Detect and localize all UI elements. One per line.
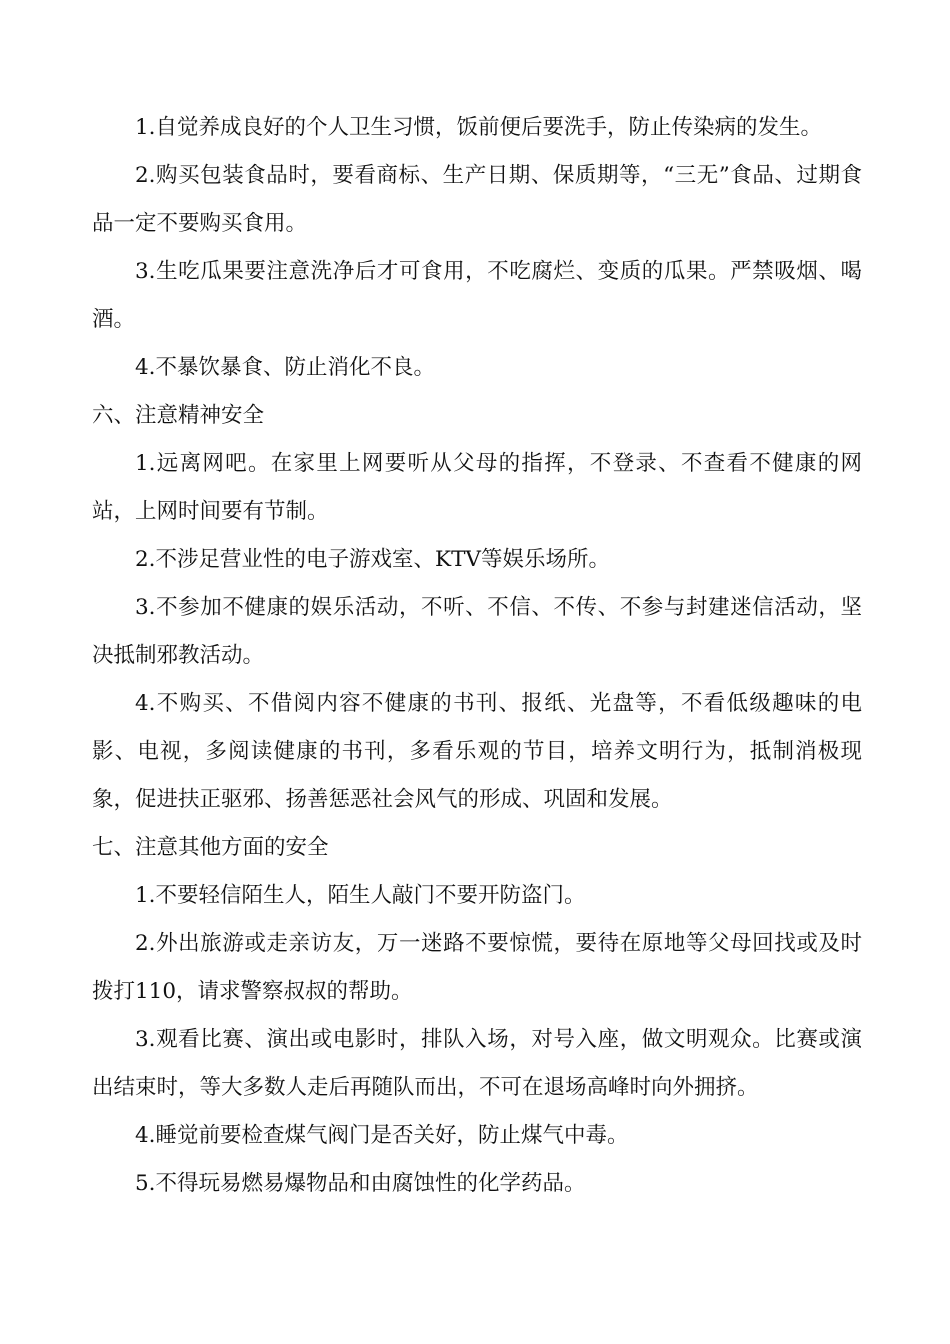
paragraph-strangers: 1.不要轻信陌生人，陌生人敲门不要开防盗门。: [135, 883, 586, 908]
paragraph-unhealthy-media: 4.不购买、不借阅内容不健康的书刊、报纸、光盘等，不看低级趣味的电影、电视，多阅读健康的书刊，多看乐观的节目，培养文明行为，抵制消极现象，促进扶正驱邪、扬善惩恶社会风气的形成、巩固和发展。: [92, 691, 862, 812]
paragraph-packaged-food: 2.购买包装食品时，要看商标、生产日期、保质期等，“三无”食品、过期食品一定不要购买食用。: [92, 163, 862, 236]
section-heading-mental-safety: 六、注意精神安全: [92, 403, 265, 428]
section-heading-other-safety: 七、注意其他方面的安全: [92, 835, 329, 860]
paragraph-entertainment-venues: 2.不涉足营业性的电子游戏室、KTV等娱乐场所。: [135, 547, 610, 572]
paragraph-overeating: 4.不暴饮暴食、防止消化不良。: [135, 355, 436, 380]
paragraph-events: 3.观看比赛、演出或电影时，排队入场，对号入座，做文明观众。比赛或演出结束时，等大多数人走后再随队而出，不可在退场高峰时向外拥挤。: [92, 1027, 862, 1100]
paragraph-superstition: 3.不参加不健康的娱乐活动，不听、不信、不传、不参与封建迷信活动，坚决抵制邪教活动。: [92, 595, 862, 668]
document-body: [92, 104, 862, 1208]
paragraph-gas-valve: 4.睡觉前要检查煤气阀门是否关好，防止煤气中毒。: [135, 1123, 629, 1148]
paragraph-raw-fruit: 3.生吃瓜果要注意洗净后才可食用，不吃腐烂、变质的瓜果。严禁吸烟、喝酒。: [92, 259, 862, 332]
paragraph-internet-cafe: 1.远离网吧。在家里上网要听从父母的指挥，不登录、不查看不健康的网站，上网时间要有节制。: [92, 451, 862, 524]
paragraph-hygiene-habits: 1.自觉养成良好的个人卫生习惯，饭前便后要洗手，防止传染病的发生。: [135, 115, 823, 140]
paragraph-getting-lost: 2.外出旅游或走亲访友，万一迷路不要惊慌，要待在原地等父母回找或及时拨打110，请求警察叔叔的帮助。: [92, 931, 862, 1004]
paragraph-hazardous-items: 5.不得玩易燃易爆物品和由腐蚀性的化学药品。: [135, 1171, 586, 1196]
